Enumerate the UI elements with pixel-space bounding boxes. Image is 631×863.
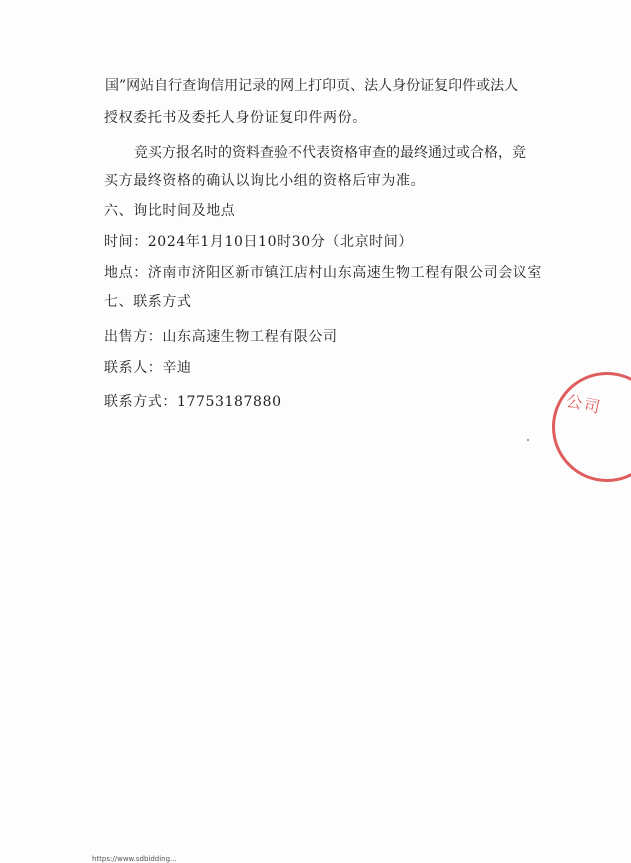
company-seal [552,372,631,482]
paragraph-1-line-2: 授权委托书及委托人身份证复印件两份。 [104,110,367,126]
section-6-heading: 六、询比时间及地点 [104,203,236,219]
company-seal-text: 公司 [564,391,604,418]
seller-line: 出售方：山东高速生物工程有限公司 [104,329,338,345]
paragraph-2-line-1: 竞买方报名时的资料查验不代表资格审查的最终通过或合格，竞 [134,145,526,161]
section-7-heading: 七、联系方式 [104,294,192,310]
contact-person-line: 联系人：辛迪 [104,360,192,376]
time-line: 时间：2024年1月10日10时30分（北京时间） [104,234,413,250]
contact-method-line: 联系方式：17753187880 [104,394,282,410]
paragraph-2-line-2: 买方最终资格的确认以询比小组的资格后审为准。 [104,173,426,189]
paragraph-1-line-1: 国”网站自行查询信用记录的网上打印页、法人身份证复印件或法人 [105,78,519,94]
location-line: 地点：济南市济阳区新市镇江店村山东高速生物工程有限公司会议室 [104,265,542,281]
scan-speck [527,439,529,441]
footer-url: https://www.sdbidding... [92,855,177,863]
